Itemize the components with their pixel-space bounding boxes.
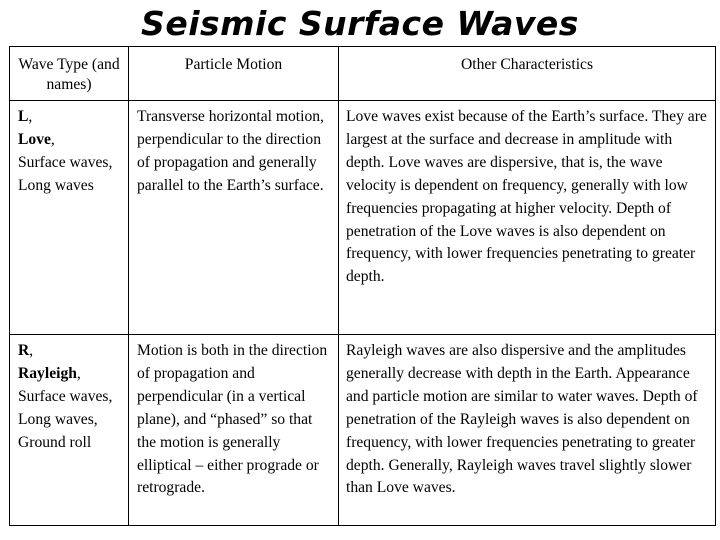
- table-header-row: [10, 47, 716, 101]
- separator: ,: [76, 364, 81, 382]
- particle-motion-cell: Motion is both in the direction of propagation and perpendicular (in a vertical plane), and “phased” so that the motion is generally elliptical – either prograde or retrograde.: [129, 335, 339, 526]
- wave-abbr: L: [18, 108, 29, 125]
- header-other-characteristics: Other Characteristics: [339, 47, 716, 101]
- header-particle-motion: Particle Motion: [129, 47, 339, 101]
- separator: ,: [29, 342, 34, 359]
- wave-name: Rayleigh: [18, 364, 77, 382]
- table-row-love: [10, 101, 716, 335]
- wave-abbr: R: [18, 342, 30, 359]
- separator: ,: [28, 108, 33, 125]
- surface-waves-table: [9, 46, 716, 526]
- wave-type-cell: [10, 101, 129, 335]
- header-wave-type: Wave Type (and names): [10, 47, 129, 101]
- table-row-rayleigh: [10, 335, 716, 526]
- wave-name: Love: [18, 130, 51, 148]
- page-title: Seismic Surface Waves: [141, 4, 579, 43]
- wave-aliases: Surface waves, Long waves, Ground roll: [18, 387, 113, 451]
- separator: ,: [50, 130, 55, 148]
- wave-aliases: Surface waves, Long waves: [18, 153, 113, 194]
- wave-type-cell: [10, 335, 129, 526]
- characteristics-cell: Love waves exist because of the Earth’s surface. They are largest at the surface and decrease in amplitude with depth. Love waves are dispersive, that is, the wave velocity is dependent on frequency, generally with low frequencies propagating at higher velocity. Depth of penetration of the Love waves is also dependent on frequency, with lower frequencies penetrating to greater depth.: [339, 101, 716, 335]
- particle-motion-cell: Transverse horizontal motion, perpendicular to the direction of propagation and generally parallel to the Earth’s surface.: [129, 101, 339, 335]
- characteristics-cell: Rayleigh waves are also dispersive and the amplitudes generally decrease with depth in the Earth. Appearance and particle motion are similar to water waves. Depth of penetration of the Rayleigh waves is also dependent on frequency, with lower frequencies penetrating to greater depth. Generally, Rayleigh waves travel slightly slower than Love waves.: [339, 335, 716, 526]
